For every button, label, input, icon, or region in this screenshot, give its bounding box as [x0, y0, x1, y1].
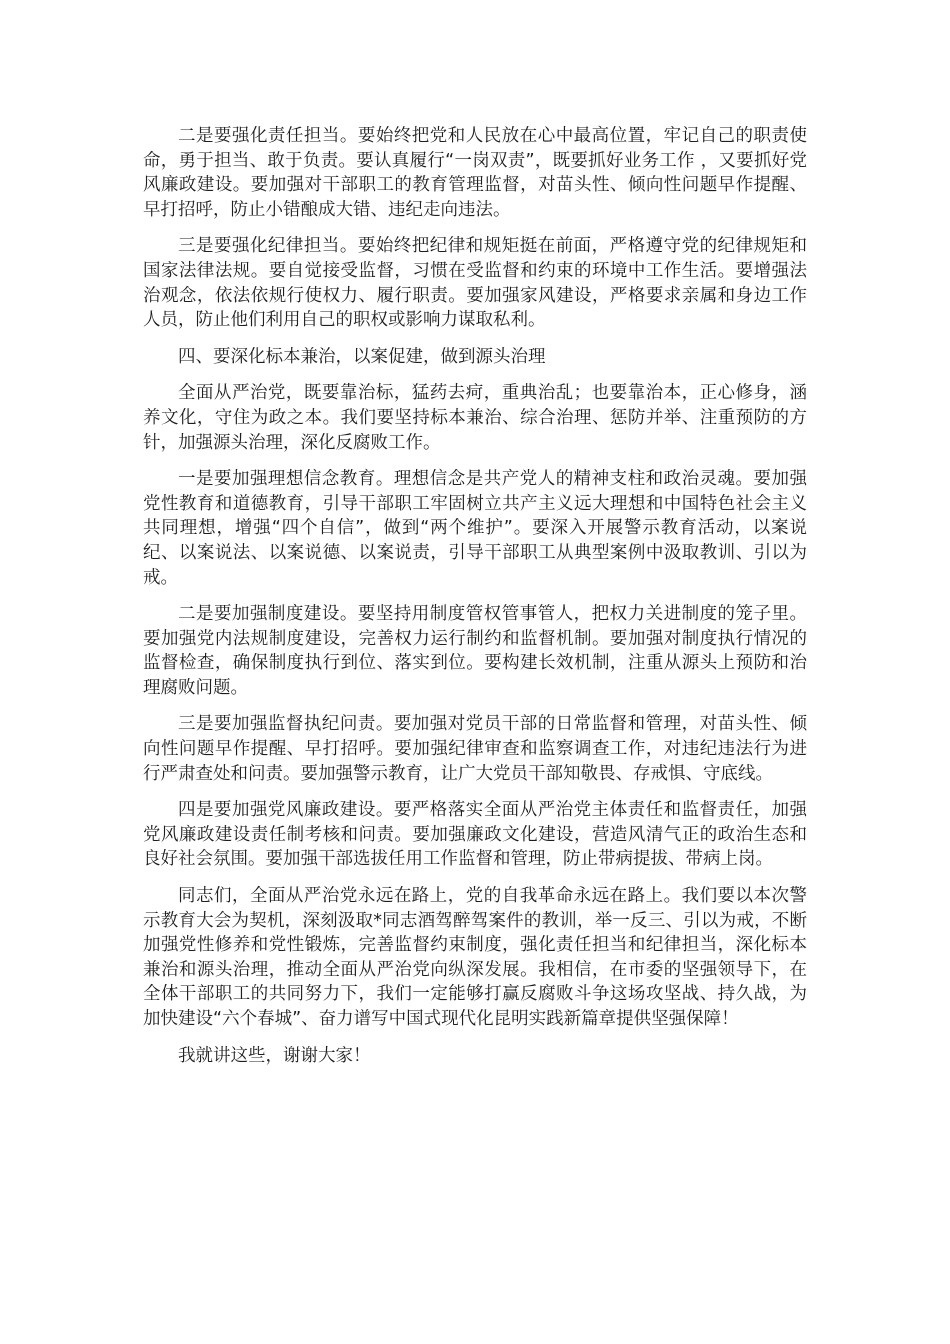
section-heading-four: 四、要深化标本兼治，以案促建，做到源头治理	[178, 346, 546, 367]
paragraph-supervision: 三是要加强监督执纪问责。要加强对党员干部的日常监督和管理，对苗头性、倾向性问题早作提醒、早打招呼。要加强纪律审查和监察调查工作，对违纪违法行为进行严肃查处和问责。要加强警示教育，让广大党员干部知敬畏、存戒惧、守底线。	[143, 714, 807, 784]
paragraph-ideals-education: 一是要加强理想信念教育。理想信念是共产党人的精神支柱和政治灵魂。要加强党性教育和道德教育，引导干部职工牢固树立共产主义远大理想和中国特色社会主义共同理想，增强“四个自信”，做到“两个维护”。要深入开展警示教育活动，以案说纪、以案说法、以案说德、以案说责，引导干部职工从典型案例中汲取教训、引以为戒。	[143, 469, 807, 588]
paragraph-integrity: 四是要加强党风廉政建设。要严格落实全面从严治党主体责任和监督责任，加强党风廉政建设责任制考核和问责。要加强廉政文化建设，营造风清气正的政治生态和良好社会氛围。要加强干部选拔任用工作监督和管理，防止带病提拔、带病上岗。	[143, 800, 807, 870]
paragraph-responsibility: 二是要强化责任担当。要始终把党和人民放在心中最高位置，牢记自己的职责使命，勇于担当、敢于负责。要认真履行“一岗双责”，既要抓好业务工作 ，又要抓好党风廉政建设。要加强对干部职工的教育管理监督，对苗头性、倾向性问题早作提醒、早打招呼，防止小错酿成大错、违纪走向违法。	[143, 126, 807, 220]
paragraph-closing: 我就讲这些，谢谢大家！	[178, 1045, 371, 1066]
paragraph-conclusion: 同志们，全面从严治党永远在路上，党的自我革命永远在路上。我们要以本次警示教育大会为契机，深刻汲取*同志酒驾醉驾案件的教训，举一反三、引以为戒，不断加强党性修养和党性锻炼，完善监督约束制度，强化责任担当和纪律担当，深化标本兼治和源头治理，推动全面从严治党向纵深发展。我相信，在市委的坚强领导下，在全体干部职工的共同努力下，我们一定能够打赢反腐败斗争这场攻坚战、持久战，为加快建设“六个春城”、奋力谱写中国式现代化昆明实践新篇章提供坚强保障！	[143, 886, 807, 1029]
paragraph-overview: 全面从严治党，既要靠治标，猛药去疴，重典治乱；也要靠治本，正心修身，涵养文化，守住为政之本。我们要坚持标本兼治、综合治理、惩防并举、注重预防的方针，加强源头治理，深化反腐败工作。	[143, 383, 807, 453]
paragraph-institution-building: 二是要加强制度建设。要坚持用制度管权管事管人，把权力关进制度的笼子里。要加强党内法规制度建设，完善权力运行制约和监督机制。要加强对制度执行情况的监督检查，确保制度执行到位、落实到位。要构建长效机制，注重从源头上预防和治理腐败问题。	[143, 604, 807, 698]
paragraph-discipline: 三是要强化纪律担当。要始终把纪律和规矩挺在前面，严格遵守党的纪律规矩和国家法律法规。要自觉接受监督，习惯在受监督和约束的环境中工作生活。要增强法治观念，依法依规行使权力、履行职责。要加强家风建设，严格要求亲属和身边工作人员，防止他们利用自己的职权或影响力谋取私利。	[143, 236, 807, 331]
document-page	[143, 124, 807, 1080]
